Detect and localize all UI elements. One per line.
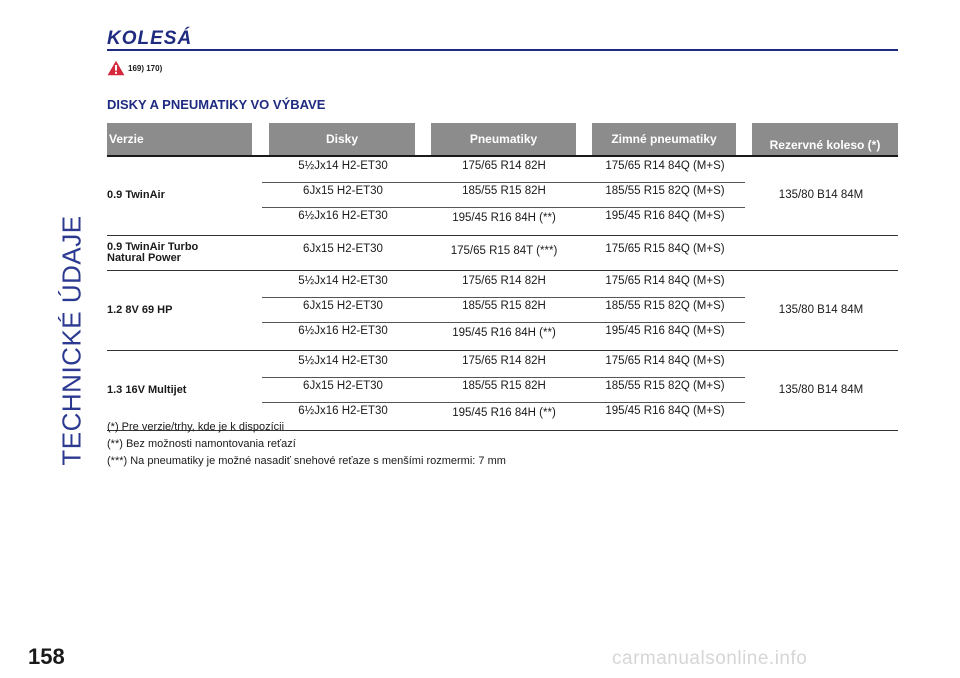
watermark: carmanualsonline.info (612, 648, 808, 669)
col-header-spare-wheel: Rezervné koleso (*) (752, 123, 898, 155)
winter-tyre-cell: 195/45 R16 84Q (M+S) (605, 405, 725, 417)
row-divider (262, 207, 745, 208)
rim-cell: 5½Jx14 H2-ET30 (298, 275, 388, 287)
note-item: (**) Bez možnosti namontovania reťazí (107, 438, 296, 450)
side-title-text: TECHNICKÉ ÚDAJE (56, 214, 87, 466)
side-section-title (52, 214, 92, 466)
version-label (107, 190, 165, 201)
version-line: 1.2 8V 69 HP (107, 304, 173, 316)
group-divider (107, 270, 898, 271)
winter-tyre-cell: 195/45 R16 84Q (M+S) (605, 210, 725, 222)
tyre-cell: 195/45 R16 84H (**) (452, 212, 556, 224)
row-divider (262, 182, 745, 183)
rim-cell: 6½Jx16 H2-ET30 (298, 325, 388, 337)
tyre-cell: 195/45 R16 84H (**) (452, 327, 556, 339)
rim-cell: 6Jx15 H2-ET30 (303, 185, 383, 197)
col-header-tyres: Pneumatiky (431, 123, 576, 155)
col-header-version: Verzie (107, 123, 252, 155)
rim-cell: 6½Jx16 H2-ET30 (298, 405, 388, 417)
winter-tyre-cell: 175/65 R14 84Q (M+S) (605, 160, 725, 172)
rim-cell: 6Jx15 H2-ET30 (303, 300, 383, 312)
tyre-cell: 185/55 R15 82H (462, 300, 546, 312)
group-divider (107, 350, 898, 351)
version-label (107, 305, 172, 316)
page-number: 158 (28, 644, 65, 669)
rim-cell: 6½Jx16 H2-ET30 (298, 210, 388, 222)
version-line: Natural Power (107, 252, 181, 264)
tyre-cell: 195/45 R16 84H (**) (452, 407, 556, 419)
warning-refs-text: 169) 170) (128, 63, 163, 73)
tyre-cell: 185/55 R15 82H (462, 185, 546, 197)
table-title: DISKY A PNEUMATIKY VO VÝBAVE (107, 97, 326, 112)
winter-tyre-cell: 175/65 R14 84Q (M+S) (605, 355, 725, 367)
version-line: 1.3 16V Multijet (107, 384, 187, 396)
row-divider (262, 377, 745, 378)
version-label (107, 242, 198, 264)
section-title: KOLESÁ (107, 28, 193, 49)
tyre-cell: 175/65 R14 82H (462, 275, 546, 287)
winter-tyre-cell: 175/65 R14 84Q (M+S) (605, 275, 725, 287)
row-divider (262, 402, 745, 403)
winter-tyre-cell: 185/55 R15 82Q (M+S) (605, 380, 725, 392)
version-line: 0.9 TwinAir Turbo (107, 241, 199, 253)
table-notes (107, 419, 506, 470)
rim-cell: 5½Jx14 H2-ET30 (298, 355, 388, 367)
col-header-winter-tyres: Zimné pneumatiky (592, 123, 736, 155)
section-divider (107, 49, 898, 51)
tyre-cell: 175/65 R14 82H (462, 355, 546, 367)
warning-references (107, 60, 162, 76)
note-item: (*) Pre verzie/trhy, kde je k dispozícii (107, 421, 285, 433)
version-label (107, 385, 186, 396)
version-line: 0.9 TwinAir (107, 189, 165, 201)
winter-tyre-cell: 175/65 R15 84Q (M+S) (605, 243, 725, 255)
winter-tyre-cell: 195/45 R16 84Q (M+S) (605, 325, 725, 337)
rim-cell: 6Jx15 H2-ET30 (303, 243, 383, 255)
winter-tyre-cell: 185/55 R15 82Q (M+S) (605, 300, 725, 312)
spare-wheel-cell: 135/80 B14 84M (778, 188, 864, 201)
table-header (107, 123, 898, 155)
rim-cell: 5½Jx14 H2-ET30 (298, 160, 388, 172)
note-item: (***) Na pneumatiky je možné nasadiť snehové reťaze s menšími rozmermi: 7 mm (107, 455, 506, 467)
spare-wheel-cell: 135/80 B14 84M (778, 303, 864, 316)
col-header-rims: Disky (269, 123, 415, 155)
group-divider (107, 235, 898, 236)
winter-tyre-cell: 185/55 R15 82Q (M+S) (605, 185, 725, 197)
rim-cell: 6Jx15 H2-ET30 (303, 380, 383, 392)
row-divider (262, 322, 745, 323)
table-header-rule (107, 155, 898, 157)
tyre-cell: 175/65 R14 82H (462, 160, 546, 172)
tyre-cell: 175/65 R15 84T (***) (450, 245, 558, 257)
warning-triangle-icon (107, 60, 125, 76)
tyre-cell: 185/55 R15 82H (462, 380, 546, 392)
row-divider (262, 297, 745, 298)
spare-wheel-cell: 135/80 B14 84M (778, 383, 864, 396)
